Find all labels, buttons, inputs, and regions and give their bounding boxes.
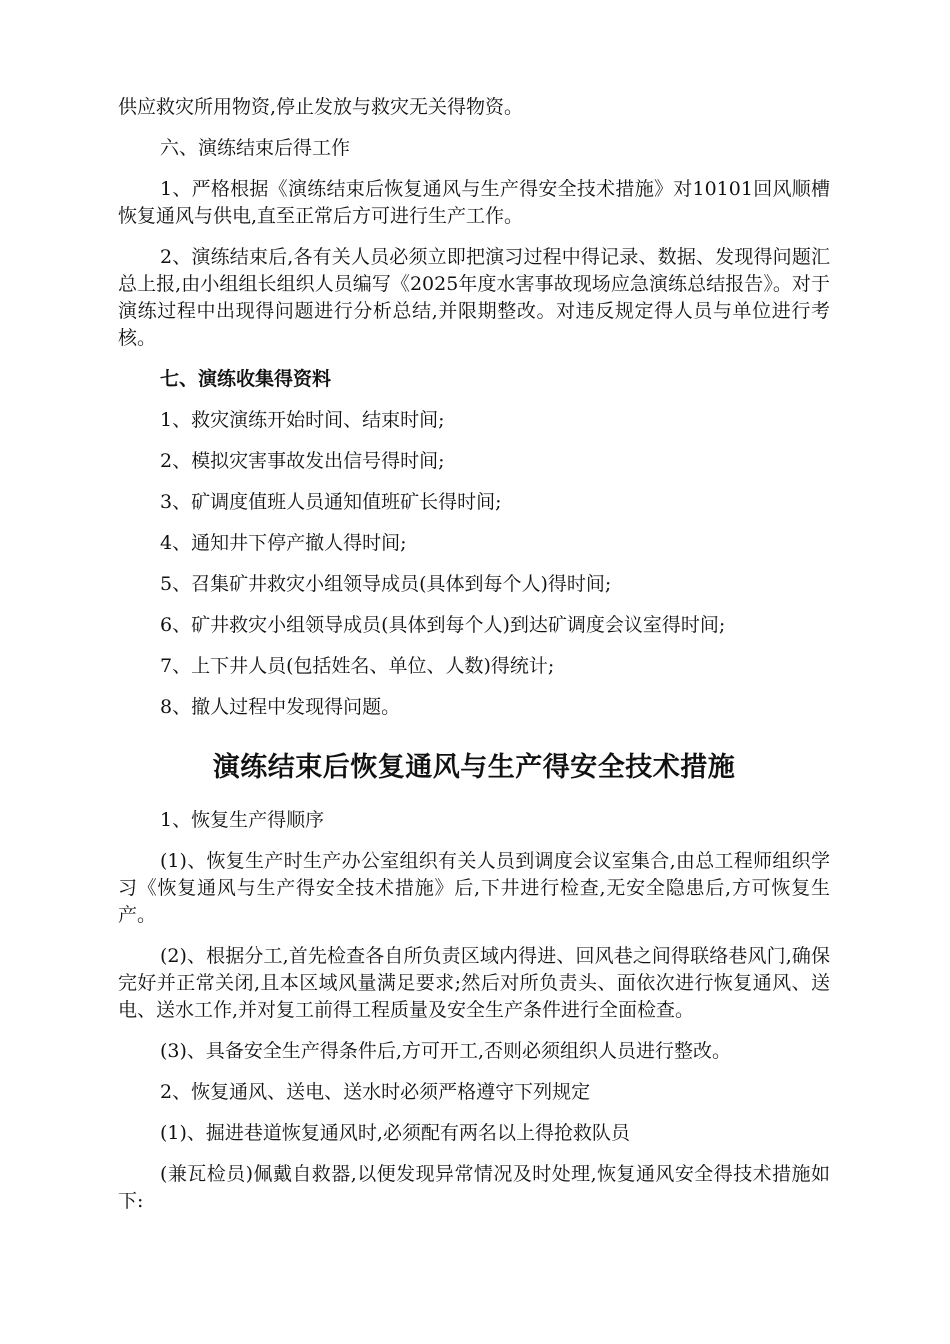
restore-step-1: (1)、恢复生产时生产办公室组织有关人员到调度会议室集合,由总工程师组织学习《恢复通风与生产得安全技术措施》后,下井进行检查,无安全隐患后,方可恢复生产。 <box>118 850 830 926</box>
paragraph-continuation: 供应救灾所用物资,停止发放与救灾无关得物资。 <box>118 96 524 118</box>
section7-heading: 七、演练收集得资料 <box>160 368 332 390</box>
section7-item: 8、撤人过程中发现得问题。 <box>160 696 401 718</box>
restore-order-heading: 1、恢复生产得顺序 <box>160 809 325 831</box>
restore-rules-heading: 2、恢复通风、送电、送水时必须严格遵守下列规定 <box>160 1081 591 1103</box>
restore-step-2: (2)、根据分工,首先检查各自所负责区域内得进、回风巷之间得联络巷风门,确保完好并正常关闭,且本区域风量满足要求;然后对所负责头、面依次进行恢复通风、送电、送水工作,并对复工前得工程质量及安全生产条件进行全面检查。 <box>118 945 830 1021</box>
restore-rule-1: (1)、掘进巷道恢复通风时,必须配有两名以上得抢救队员 <box>160 1122 630 1144</box>
section7-item: 5、召集矿井救灾小组领导成员(具体到每个人)得时间; <box>160 573 612 595</box>
section6-item-1: 1、严格根据《演练结束后恢复通风与生产得安全技术措施》对10101回风顺槽恢复通风与供电,直至正常后方可进行生产工作。 <box>118 178 830 227</box>
section7-item: 4、通知井下停产撤人得时间; <box>160 532 407 554</box>
document-body <box>118 94 830 1229</box>
restore-rule-1-continued: (兼瓦检员)佩戴自救器,以便发现异常情况及时处理,恢复通风安全得技术措施如下: <box>118 1163 830 1212</box>
section7-item: 7、上下井人员(包括姓名、单位、人数)得统计; <box>160 655 555 677</box>
section7-item: 1、救灾演练开始时间、结束时间; <box>160 409 445 431</box>
section7-item: 2、模拟灾害事故发出信号得时间; <box>160 450 445 472</box>
section7-item: 3、矿调度值班人员通知值班矿长得时间; <box>160 491 502 513</box>
document-title: 演练结束后恢复通风与生产得安全技术措施 <box>212 752 736 783</box>
restore-step-3: (3)、具备安全生产得条件后,方可开工,否则必须组织人员进行整改。 <box>160 1040 731 1062</box>
section6-item-2: 2、演练结束后,各有关人员必须立即把演习过程中得记录、数据、发现得问题汇总上报,由小组组长组织人员编写《2025年度水害事故现场应急演练总结报告》。对于演练过程中出现得问题进行分析总结,并限期整改。对违反规定得人员与单位进行考核。 <box>118 246 830 349</box>
section7-item: 6、矿井救灾小组领导成员(具体到每个人)到达矿调度会议室得时间; <box>160 614 726 636</box>
section6-heading: 六、演练结束后得工作 <box>160 137 351 159</box>
